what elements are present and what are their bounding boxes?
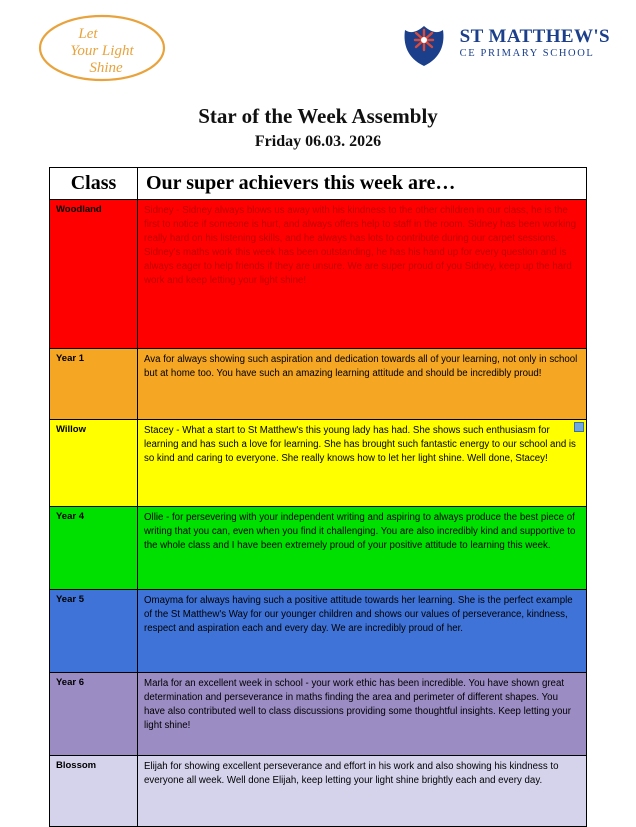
class-label: Woodland <box>56 204 102 215</box>
st-matthews-crest-icon <box>397 16 451 70</box>
achievement-cell <box>138 349 587 420</box>
class-label: Year 5 <box>56 594 84 605</box>
achievement-text: Ollie - for persevering with your independent writing and aspiring to always produce the best piece of writing that you can, even when you find it challenging. You are also incredibly kind and supportive to the whole class and I have been extremely proud of your positive attitude to learning this week. <box>144 512 576 552</box>
page-title: Star of the Week Assembly <box>198 104 438 128</box>
achievement-text: Omayma for always having such a positive attitude towards her learning. She is the perfect example of the St Matthew's Way for our younger children and shows our values of perseverance, kindness, respect and aspiration each and every day. We are incredibly proud of her. <box>144 595 573 635</box>
column-header-achievers: Our super achievers this week are… <box>138 168 587 200</box>
class-label: Year 1 <box>56 353 84 364</box>
achievement-cell <box>138 200 587 349</box>
column-header-class: Class <box>50 168 138 200</box>
page-header <box>0 0 636 92</box>
class-name-cell <box>50 507 138 590</box>
class-name-cell <box>50 590 138 673</box>
achievement-text: Stacey - What a start to St Matthew's this young lady has had. She shows such enthusiasm for learning and has such a love for learning. She has brought such fantastic energy to our school and is so kind and caring to everyone. She really knows how to let her light shine. Well done, Stacey! <box>144 425 576 465</box>
table-row <box>50 507 587 590</box>
table-row <box>50 420 587 507</box>
let-your-light-shine-logo <box>36 12 168 84</box>
table-row <box>50 200 587 349</box>
achievement-text: Sidney - Sidney always blows us away with his kindness to the other children in our class, he is the first to notice if someone is hurt, and always offers help to staff in the room. Sidney has been working really hard on his listening skills, and he always has lots to contribute during our carpet sessions. Sidney's maths work this week has been outstanding, he has his hand up for every question and is always eager to help friends if they are unsure. We are super proud of you Sidney, keep up the hard work and keep letting your light shine! <box>144 205 577 287</box>
st-matthews-branding <box>397 16 610 70</box>
comment-marker-icon[interactable] <box>574 422 584 432</box>
class-label: Willow <box>56 424 86 435</box>
class-name-cell <box>50 200 138 349</box>
table-row <box>50 590 587 673</box>
class-name-cell <box>50 349 138 420</box>
achievement-text: Marla for an excellent week in school - your work ethic has been incredible. You have shown great determination and perseverance in maths finding the area and perimeter of different shapes. You have also contributed well to class discussions providing some thoughtful insights. Keep letting your light shine! <box>144 678 572 732</box>
table-row <box>50 349 587 420</box>
star-of-the-week-table-wrapper <box>49 167 587 827</box>
school-subtitle: CE PRIMARY SCHOOL <box>459 48 595 60</box>
class-label: Year 6 <box>56 677 84 688</box>
table-header-row <box>50 168 587 200</box>
achievement-cell <box>138 420 587 507</box>
achievement-text: Ava for always showing such aspiration and dedication towards all of your learning, not only in school but at home too. You have such an amazing learning attitude and should be incredibly proud! <box>144 354 578 380</box>
class-label: Blossom <box>56 760 97 771</box>
achievement-text: Elijah for showing excellent perseverance and effort in his work and also showing his kindness to everyone all week. Well done Elijah, keep letting your light shine brightly each and every day. <box>144 761 559 787</box>
class-name-cell <box>50 420 138 507</box>
star-of-the-week-table <box>49 167 587 827</box>
achievement-cell <box>138 507 587 590</box>
class-label: Year 4 <box>56 511 84 522</box>
class-name-cell <box>50 756 138 827</box>
class-name-cell <box>50 673 138 756</box>
achievement-cell <box>138 756 587 827</box>
achievement-cell <box>138 590 587 673</box>
svg-text:Shine: Shine <box>89 60 123 76</box>
table-row <box>50 673 587 756</box>
svg-text:Your Light: Your Light <box>70 43 134 59</box>
page-subtitle: Friday 06.03. 2026 <box>254 133 382 150</box>
table-row <box>50 756 587 827</box>
achievement-cell <box>138 673 587 756</box>
school-name: ST MATTHEW'S <box>459 25 610 47</box>
svg-text:Let: Let <box>78 26 98 42</box>
